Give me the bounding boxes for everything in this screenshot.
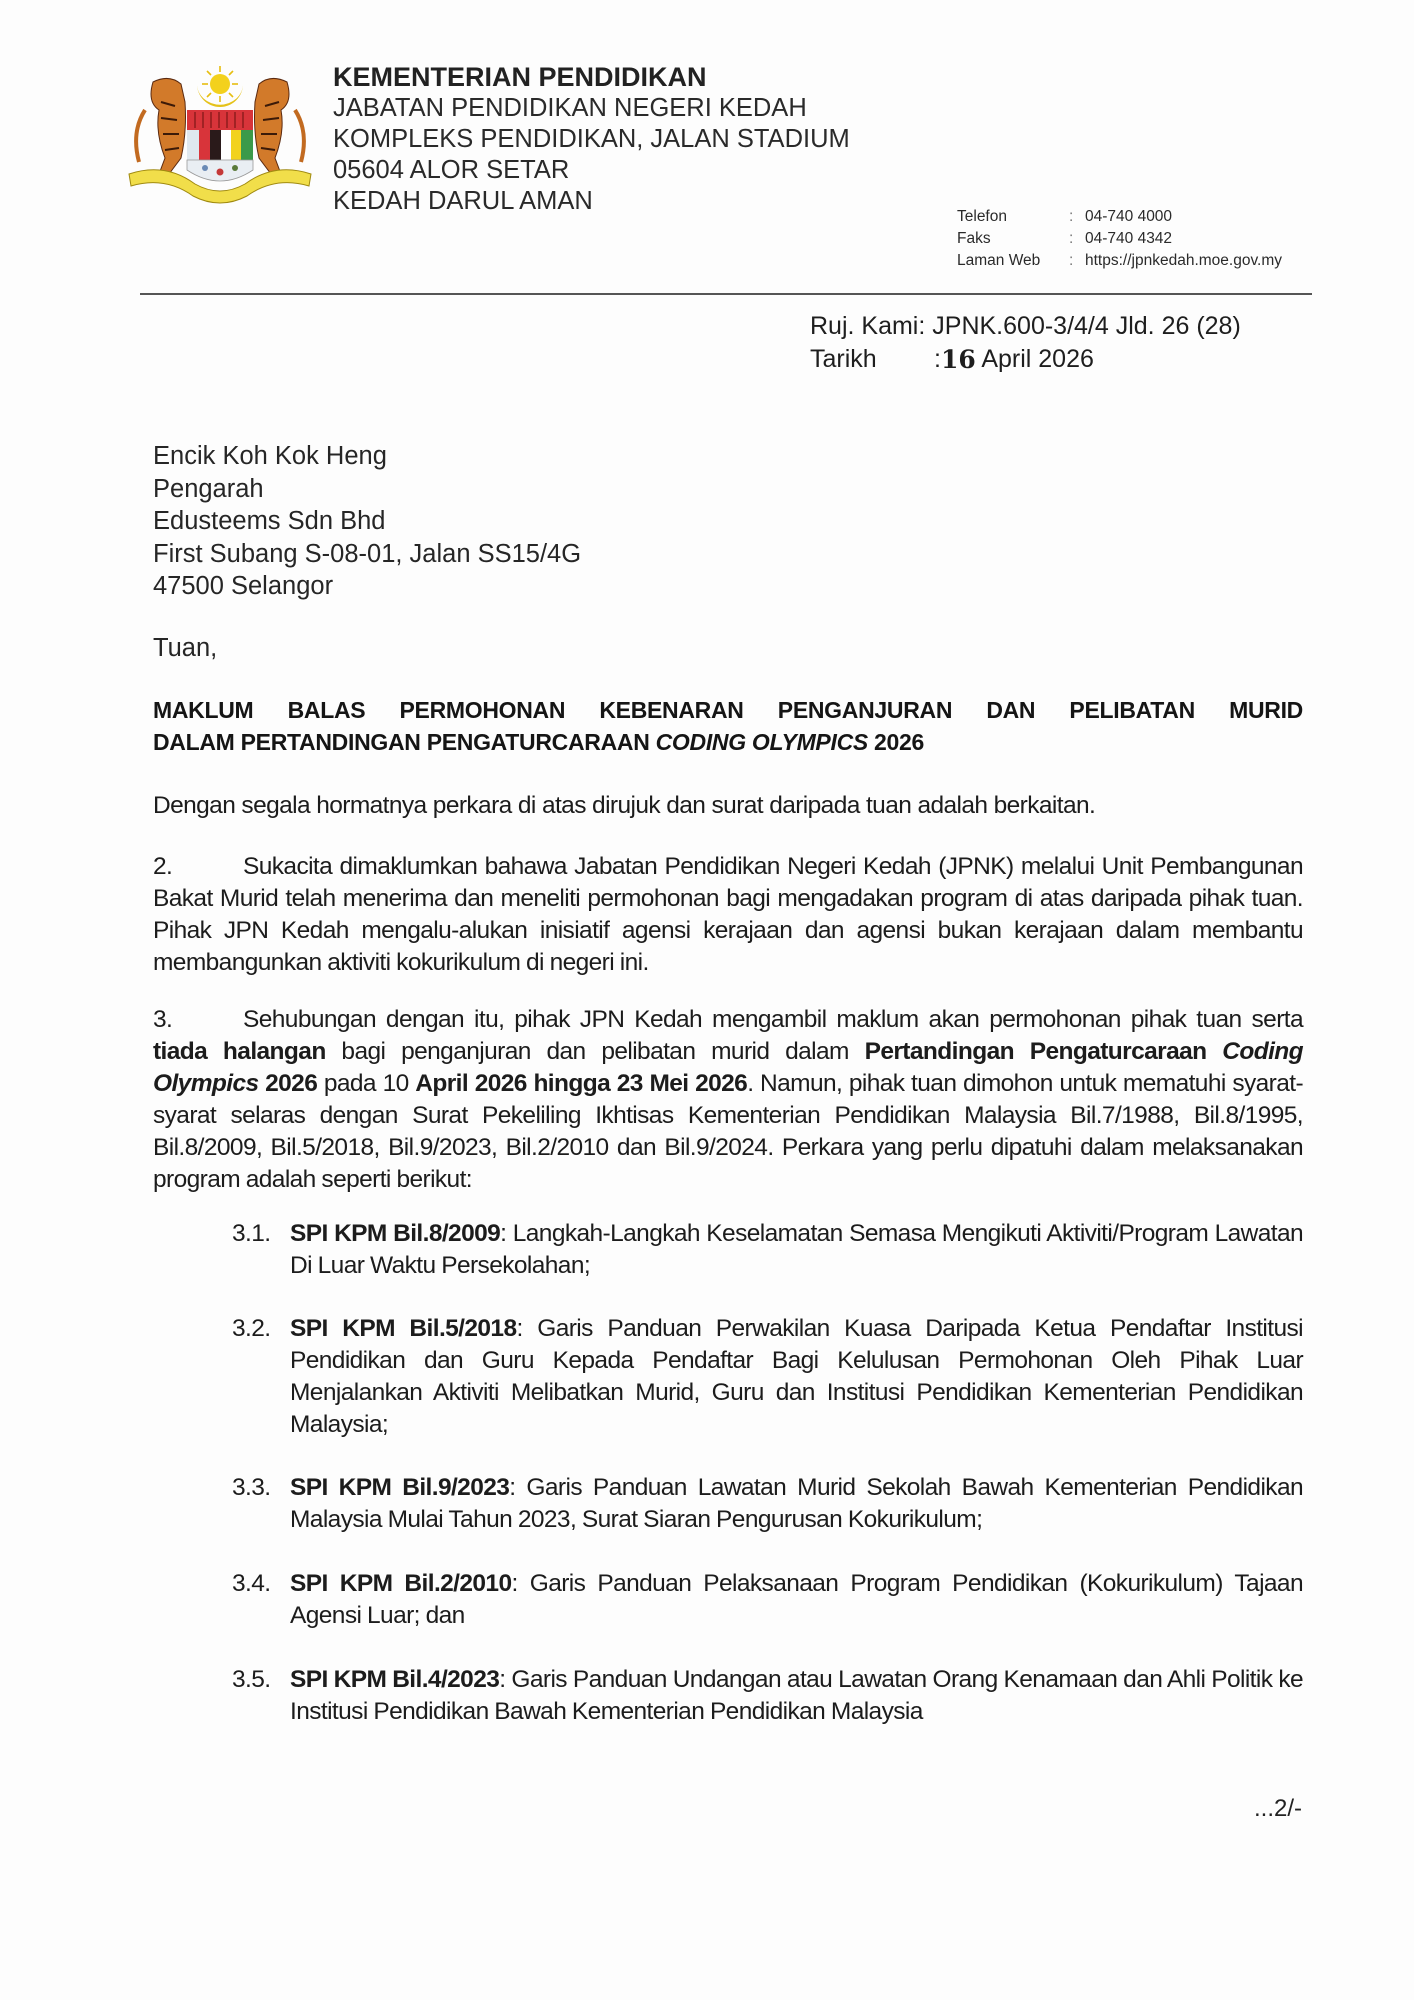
- contact-separator: :: [1069, 252, 1074, 269]
- reference-value: JPNK.600-3/4/4 Jld. 26 (28): [932, 312, 1241, 340]
- contact-value: 04-740 4000: [1085, 208, 1173, 225]
- shield-icon: [187, 110, 253, 181]
- list-item: [232, 1218, 1303, 1282]
- item-reference: SPI KPM Bil.8/2009: [290, 1220, 501, 1247]
- website-value: https://jpnkedah.moe.gov.my: [1085, 252, 1283, 269]
- contact-row-telefon: [957, 206, 1282, 228]
- recipient-name: Encik Koh Kok Heng: [153, 442, 387, 470]
- paragraph-text: . Namun, pihak tuan dimohon untuk mematuhi syarat-syarat selaras dengan Surat Pekeliling Ikhtisas Kementerian Pendidikan Malaysia Bil.7/1988, Bil.8/1995, Bil.8/2009, Bil.5/2018, Bil.9/2023, Bil.2/2010 dan Bil.9/2024. Perkara yang perlu dipatuhi dalam melaksanakan program adalah seperti berikut:: [153, 1070, 1304, 1193]
- item-number: 3.5.: [232, 1666, 271, 1693]
- paragraph-3: [153, 1004, 1303, 1196]
- date-label: Tarikh: [810, 345, 877, 373]
- contact-details: [957, 206, 1282, 272]
- contact-value: 04-740 4342: [1085, 230, 1173, 247]
- subject-italic-text: CODING OLYMPICS: [655, 729, 868, 755]
- list-item: [232, 1664, 1303, 1728]
- paragraph-number: 2.: [153, 853, 173, 880]
- event-dates-bold: April 2026 hingga 23 Mei 2026: [415, 1070, 748, 1097]
- subject-text: DALAM PERTANDINGAN PENGATURCARAAN: [153, 729, 656, 755]
- department-name: JABATAN PENDIDIKAN NEGERI KEDAH: [333, 94, 807, 122]
- recipient-address-line: 47500 Selangor: [153, 572, 334, 600]
- list-item: [232, 1568, 1303, 1632]
- ministry-name: KEMENTERIAN PENDIDIKAN: [333, 62, 707, 92]
- paragraph-text: Sehubungan dengan itu, pihak JPN Kedah mengambil maklum akan permohonan pihak tuan serta: [243, 1006, 1303, 1033]
- item-text: : Langkah-Langkah Keselamatan Semasa Mengikuti Aktiviti/Program Lawatan Di Luar Waktu Persekolahan;: [290, 1220, 1303, 1279]
- paragraph-text: bagi penganjuran dan pelibatan murid dalam: [325, 1038, 865, 1065]
- item-text: : Garis Panduan Perwakilan Kuasa Daripada Ketua Pendaftar Institusi Pendidikan dan Guru Kepada Pendaftar Bagi Kelulusan Permohonan Oleh Pihak Luar Menjalankan Aktiviti Melibatkan Murid, Guru dan Institusi Pendidikan Kementerian Pendidikan Malaysia;: [290, 1315, 1304, 1438]
- reference-label: Ruj. Kami: [810, 312, 919, 340]
- contact-row-laman-web: [957, 250, 1282, 272]
- contact-separator: :: [1069, 230, 1074, 247]
- date-month-year: April 2026: [975, 345, 1094, 373]
- contact-label: Telefon: [957, 208, 1007, 225]
- recipient-address: [153, 440, 581, 603]
- reference-row: [810, 310, 1241, 343]
- item-reference: SPI KPM Bil.9/2023: [290, 1474, 510, 1501]
- reference-block: [810, 310, 1241, 376]
- item-text: : Garis Panduan Undangan atau Lawatan Orang Kenamaan dan Ahli Politik ke Institusi Pendidikan Bawah Kementerian Pendidikan Malaysia: [290, 1666, 1303, 1725]
- address-line: KEDAH DARUL AMAN: [333, 187, 593, 215]
- opening-paragraph: Dengan segala hormatnya perkara di atas dirujuk dan surat daripada tuan adalah berkaitan.: [153, 792, 1096, 819]
- tiger-left-icon: [136, 78, 185, 174]
- item-number: 3.2.: [232, 1315, 271, 1342]
- address-line: 05604 ALOR SETAR: [333, 156, 570, 184]
- recipient-company: Edusteems Sdn Bhd: [153, 507, 386, 535]
- list-item: [232, 1313, 1303, 1441]
- item-number: 3.1.: [232, 1220, 271, 1247]
- paragraph-number: 3.: [153, 1006, 173, 1033]
- date-row: [810, 343, 1241, 376]
- paragraph-text: pada 10: [317, 1070, 416, 1097]
- header-divider: [140, 293, 1312, 295]
- recipient-title: Pengarah: [153, 474, 264, 503]
- recipient-address-line: First Subang S-08-01, Jalan SS15/4G: [153, 539, 582, 568]
- contact-label: Laman Web: [957, 252, 1041, 269]
- contact-label: Faks: [957, 230, 991, 247]
- item-reference: SPI KPM Bil.2/2010: [290, 1570, 512, 1597]
- sun-icon: [202, 66, 238, 102]
- item-number: 3.3.: [232, 1474, 271, 1501]
- date-separator: :: [934, 345, 941, 373]
- subject-line-1: MAKLUM BALAS PERMOHONAN KEBENARAN PENGANJURAN DAN PELIBATAN MURID: [153, 697, 1303, 723]
- letterhead-address: [333, 62, 850, 217]
- list-item: [232, 1472, 1303, 1536]
- item-number: 3.4.: [232, 1570, 271, 1597]
- item-reference: SPI KPM Bil.4/2023: [290, 1666, 500, 1693]
- event-name-bold-italic: Coding Olympics: [153, 1038, 1304, 1097]
- subject-line-2: [153, 726, 1303, 758]
- event-year-bold: 2026: [258, 1070, 318, 1097]
- letter-subject: [153, 694, 1303, 758]
- item-reference: SPI KPM Bil.5/2018: [290, 1315, 517, 1342]
- item-text: : Garis Panduan Lawatan Murid Sekolah Bawah Kementerian Pendidikan Malaysia Mulai Tahun 2023, Surat Siaran Pengurusan Kokurikulum;: [290, 1474, 1303, 1533]
- page-continuation: ...2/-: [1254, 1795, 1303, 1822]
- subject-year: 2026: [867, 729, 924, 755]
- item-text: : Garis Panduan Pelaksanaan Program Pendidikan (Kokurikulum) Tajaan Agensi Luar; dan: [290, 1570, 1303, 1629]
- bold-text: tiada halangan: [153, 1038, 326, 1065]
- reference-separator: :: [918, 312, 933, 340]
- paragraph-2: [153, 851, 1303, 979]
- salutation: Tuan,: [153, 634, 218, 662]
- event-name-bold: Pertandingan Pengaturcaraan: [864, 1038, 1223, 1065]
- tiger-right-icon: [255, 78, 304, 174]
- paragraph-text: Sukacita dimaklumkan bahawa Jabatan Pendidikan Negeri Kedah (JPNK) melalui Unit Pembangunan Bakat Murid telah menerima dan meneliti permohonan bagi mengadakan program di atas daripada pihak tuan. Pihak JPN Kedah mengalu-alukan inisiatif agensi kerajaan dan agensi bukan kerajaan dalam membantu membangunkan aktiviti kokurikulum di negeri ini.: [153, 853, 1303, 976]
- contact-separator: :: [1069, 208, 1074, 225]
- contact-row-faks: [957, 228, 1282, 250]
- address-line: KOMPLEKS PENDIDIKAN, JALAN STADIUM: [333, 125, 850, 153]
- coat-of-arms-icon: [125, 62, 315, 212]
- date-day-handwritten: 16: [940, 345, 976, 374]
